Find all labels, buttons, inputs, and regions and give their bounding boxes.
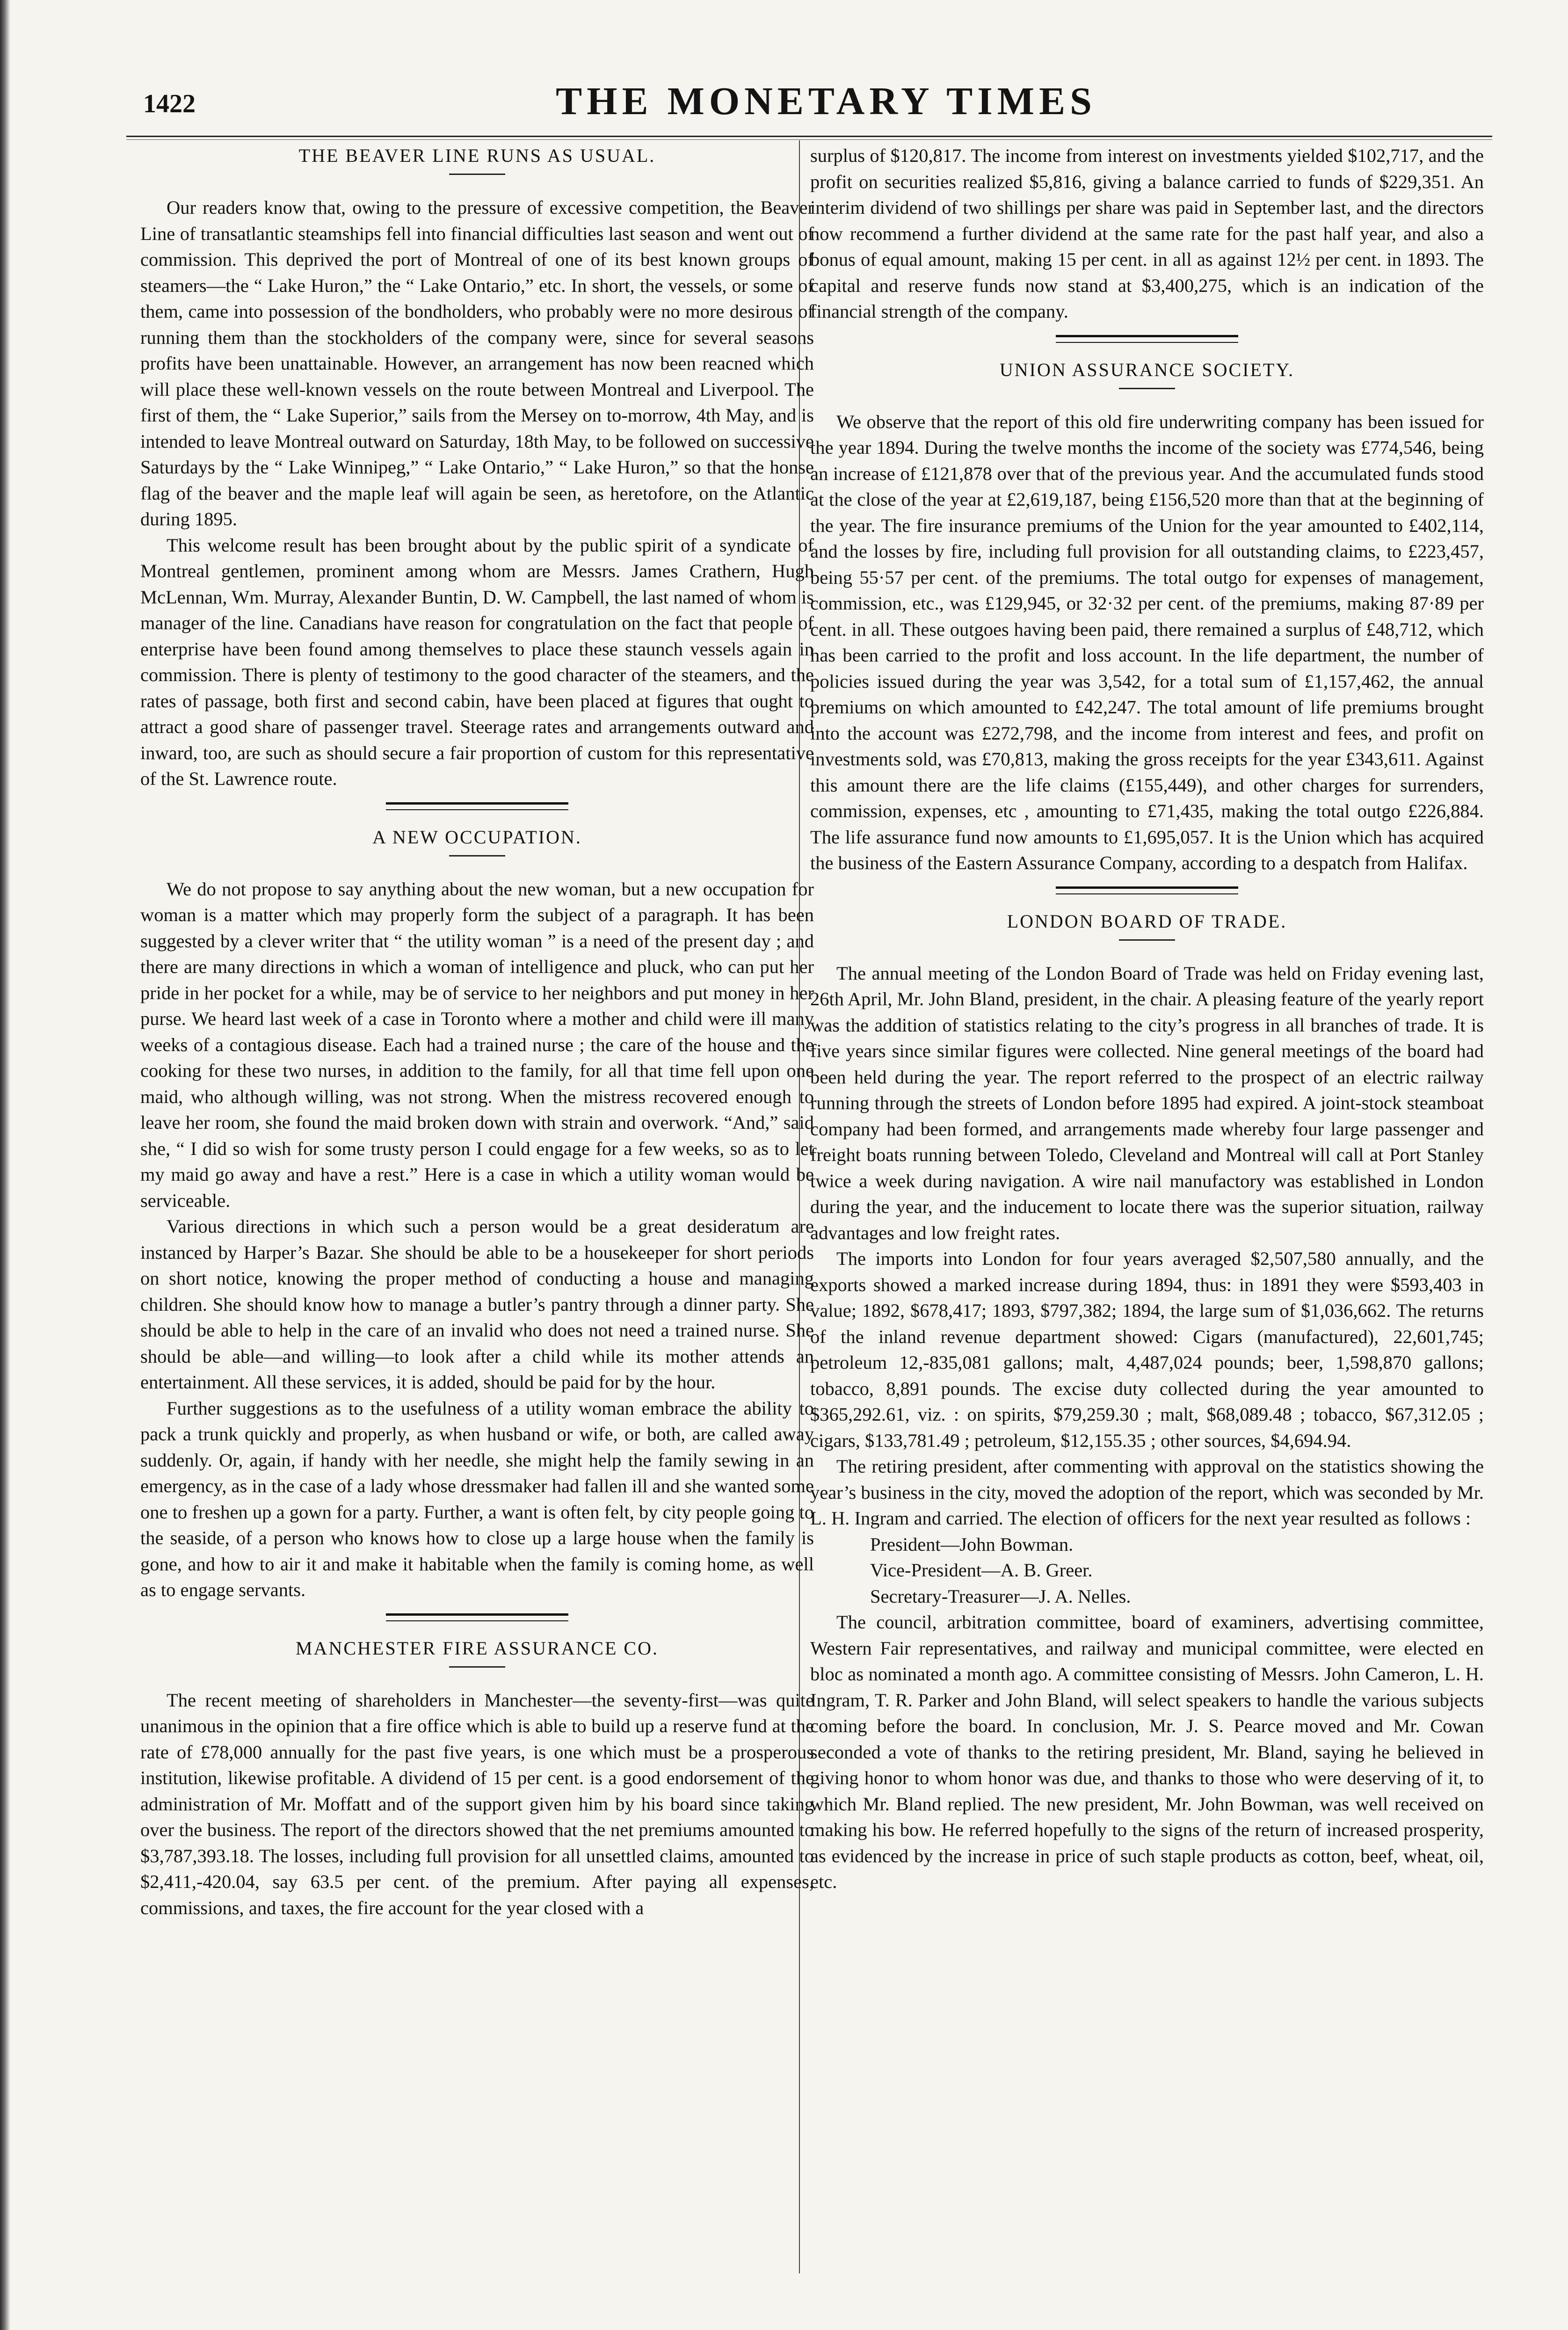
section-separator [1056, 886, 1238, 894]
paragraph: The annual meeting of the London Board of Trade was held on Friday evening last, 26th April, Mr. John Bland, president, in the chair. A pleasing feature of the yearly report was the addition of statistics relating to the city’s progress in all branches of trade. It is five years since similar figures were collected. Nine general meetings of the board had been held during the year. The report referred to the prospect of an electric railway running through the streets of London before 1895 had expired. A joint-stock steamboat company had been formed, and arrangements made whereby four large passenger and freight boats running between Toledo, Cleveland and Montreal will call at Port Stanley twice a week during navigation. A wire nail manufactory was established in London during the year, and the inducement to locate there was the superior situation, railway advantages and low freight rates. [810, 962, 1484, 1243]
header-rule [126, 136, 1492, 140]
article-title: MANCHESTER FIRE ASSURANCE CO. [295, 1637, 659, 1659]
title-underline [449, 1666, 505, 1668]
article-title: LONDON BOARD OF TRADE. [1007, 910, 1287, 932]
left-column [140, 143, 814, 1921]
page-edge-shadow [0, 0, 10, 2330]
title-underline [449, 174, 505, 175]
article-new-occupation [140, 824, 814, 1603]
paragraph: We observe that the report of this old fire underwriting company has been issued for the year 1894. During the twelve months the income of the society was £774,546, being an increase of £121,878 over that of the previous year. And the accumulated funds stood at the close of the year at £2,619,187, being £156,520 more than that at the beginning of the year. The fire insurance premiums of the Union for the year amounted to £402,114, and the losses by fire, including full provision for all outstanding claims, to £223,457, being 55·57 per cent. of the premiums. The total outgo for expenses of management, commission, etc., was £129,945, or 32·32 per cent. of the premiums, making 87·89 per cent. in all. These outgoes having been paid, there remained a surplus of £48,712, which has been carried to the profit and loss account. In the life department, the number of policies issued during the year was 3,542, for a total sum of £1,157,462, the annual premiums on which amounted to £42,247. The total amount of life premiums brought into the account was £272,798, and the income from interest and fees, and profit on investments sold, was £70,813, making the gross receipts for the year £343,611. Against this amount there are the life claims (£155,449), and other charges for surrenders, commission, expenses, etc , amounting to £71,435, making the total outgo £226,884. The life assurance fund now amounts to £1,695,057. It is the Union which has acquired the business of the Eastern Assurance Company, according to a despatch from Halifax. [810, 411, 1484, 873]
section-separator [386, 1613, 568, 1621]
article-union-assurance [810, 357, 1484, 876]
section-separator [1056, 335, 1238, 343]
paragraph: Further suggestions as to the usefulness of a utility woman embrace the ability to pack a trunk quickly and properly, as when husband or wife, or both, are called away suddenly. Or, again, if handy with her needle, she might help the family sewing in an emergency, as in the case of a lady whose dressmaker had fallen ill and she wanted some one to freshen up a gown for a party. Further, a want is often felt, by city people going to the seaside, of a person who knows how to close up a large house when the family is gone, and how to air it and make it habitable when the family is coming home, as well as to engage servants. [140, 1397, 814, 1600]
title-underline [449, 855, 505, 857]
article-title: THE BEAVER LINE RUNS AS USUAL. [298, 145, 656, 166]
officer-vice-president: Vice-President—A. B. Greer. [870, 1560, 1093, 1581]
paragraph: The retiring president, after commenting with approval on the statistics showing the year’s business in the city, moved the adoption of the report, which was seconded by Mr. L. H. Ingram and carried. The election of officers for the next year resulted as follows : [810, 1456, 1484, 1529]
officers-list [870, 1532, 1484, 1610]
paragraph: Various directions in which such a person would be a great desideratum are instanced by Harper’s Bazar. She should be able to be a housekeeper for short periods on short notice, knowing the proper method of conducting a house and managing children. She should know how to manage a butler’s pantry through a dinner party. She should be able to help in the care of an invalid who does not need a trained nurse. She should be able—and willing—to look after a child while its mother attends an entertainment. All these services, it is added, should be paid for by the hour. [140, 1216, 814, 1393]
paragraph: The imports into London for four years averaged $2,507,580 annually, and the exports showed a marked increase during 1894, thus: in 1891 they were $593,403 in value; 1892, $678,417; 1893, $797,382; 1894, the large sum of $1,036,662. The returns of the inland revenue department showed: Cigars (manufactured), 22,601,745; petroleum 12,-835,081 gallons; malt, 4,487,024 pounds; beer, 1,598,870 gallons; tobacco, 8,891 pounds. The excise duty collected during the year amounted to $365,292.61, viz. : on spirits, $79,259.30 ; malt, $68,089.48 ; tobacco, $67,312.05 ; cigars, $133,781.49 ; petroleum, $12,155.35 ; other sources, $4,694.94. [810, 1248, 1484, 1451]
article-manchester-fire [140, 1635, 814, 1921]
article-title: A NEW OCCUPATION. [372, 826, 582, 848]
officer-secretary-treasurer: Secretary-Treasurer—J. A. Nelles. [870, 1585, 1131, 1607]
newspaper-title: THE MONETARY TIMES [556, 80, 1096, 123]
paragraph: This welcome result has been brought about by the public spirit of a syndicate of Montreal gentlemen, prominent among whom are Messrs. James Crathern, Hugh McLennan, Wm. Murray, Alexander Buntin, D. W. Campbell, the last named of whom is manager of the line. Canadians have reason for congratulation on the fact that people of enterprise have been found among themselves to place these staunch vessels again in commission. There is plenty of testimony to the good character of the steamers, and the rates of passage, both first and second cabin, have been placed at figures that ought to attract a good share of passenger travel. Steerage rates and arrangements outward and inward, too, are such as should secure a fair proportion of custom for this representative of the St. Lawrence route. [140, 534, 814, 789]
article-london-board [810, 908, 1484, 1895]
title-underline [1119, 388, 1175, 389]
article-beaver-line [140, 143, 814, 792]
officer-president: President—John Bowman. [870, 1533, 1074, 1555]
masthead [138, 70, 1514, 140]
paragraph: The recent meeting of shareholders in Manchester—the seventy-first—was quite unanimous in the opinion that a fire office which is able to build up a reserve fund at the rate of £78,000 annually for the past five years, is one which must be a prosperous institution, likewise profitable. A dividend of 15 per cent. is a good endorsement of the administration of Mr. Moffatt and of the support given him by his board since taking over the business. The report of the directors showed that the net premiums amounted to $3,787,393.18. The losses, including full provision for all unsettled claims, amounted to $2,411,-420.04, say 63.5 per cent. of the premium. After paying all expenses, commissions, and taxes, the fire account for the year closed with a [140, 1689, 814, 1918]
section-separator [386, 802, 568, 810]
paragraph: Our readers know that, owing to the pressure of excessive competition, the Beaver Line of transatlantic steamships fell into financial difficulties last season and went out of commission. This deprived the port of Montreal of one of its best known groups of steamers—the “ Lake Huron,” the “ Lake Ontario,” etc. In short, the vessels, or some of them, came into possession of the bondholders, who probably were no more desirous of running them than the stockholders of the company were, since for several seasons profits have been unattainable. However, an arrangement has now been reacned which will place these well-known vessels on the route between Montreal and Liverpool. The first of them, the “ Lake Superior,” sails from the Mersey on to-morrow, 4th May, and is intended to leave Montreal outward on Saturday, 18th May, to be followed on successive Saturdays by the “ Lake Winnipeg,” “ Lake Ontario,” “ Lake Huron,” so that the honse flag of the beaver and the maple leaf will again be seen, as heretofore, on the Atlantic during 1895. [140, 197, 814, 530]
paragraph: The council, arbitration committee, board of examiners, advertising committee, Western Fair representatives, and railway and municipal committee, were elected en bloc as nominated a month ago. A committee consisting of Messrs. John Cameron, L. H. Ingram, T. R. Parker and John Bland, will select speakers to handle the various subjects coming before the board. In conclusion, Mr. J. S. Pearce moved and Mr. Cowan seconded a vote of thanks to the retiring president, Mr. Bland, saying he believed in giving honor to whom honor was due, and thanks to those who were deserving of it, to which Mr. Bland replied. The new president, Mr. John Bowman, was well received on making his bow. He referred hopefully to the signs of the return of increased prosperity, as evidenced by the increase in price of such staple products as cotton, beef, wheat, oil, etc. [810, 1611, 1484, 1892]
title-underline [1119, 939, 1175, 941]
article-title: UNION ASSURANCE SOCIETY. [999, 359, 1295, 380]
page-number: 1422 [143, 89, 196, 118]
paragraph: We do not propose to say anything about the new woman, but a new occupation for woman is a matter which may properly form the subject of a paragraph. It has been suggested by a clever writer that “ the utility woman ” is a need of the present day ; and there are many directions in which a woman of intelligence and pluck, who can put her pride in her pocket for a while, may be of service to her neighbors and put money in her purse. We heard last week of a case in Toronto where a mother and child were ill many weeks of a contagious disease. Each had a trained nurse ; the care of the house and the cooking for these two nurses, in addition to the family, for all that time fell upon one maid, who although willing, was not strong. When the mistress recovered enough to leave her room, she found the maid broken down with strain and overwork. “And,” said she, “ I did so wish for some trusty person I could engage for a few weeks, so as to let my maid go away and have a rest.” Here is a case in which a utility woman would be serviceable. [140, 878, 814, 1211]
right-column [810, 143, 1484, 1895]
paragraph-continued: surplus of $120,817. The income from interest on investments yielded $102,717, and the profit on securities realized $5,816, giving a balance carried to funds of $229,351. An interim dividend of two shillings per share was paid in September last, and the directors now recommend a further dividend at the same rate for the past half year, and also a bonus of equal amount, making 15 per cent. in all as against 12½ per cent. in 1893. The capital and reserve funds now stand at $3,400,275, which is an indication of the financial strength of the company. [810, 145, 1484, 322]
